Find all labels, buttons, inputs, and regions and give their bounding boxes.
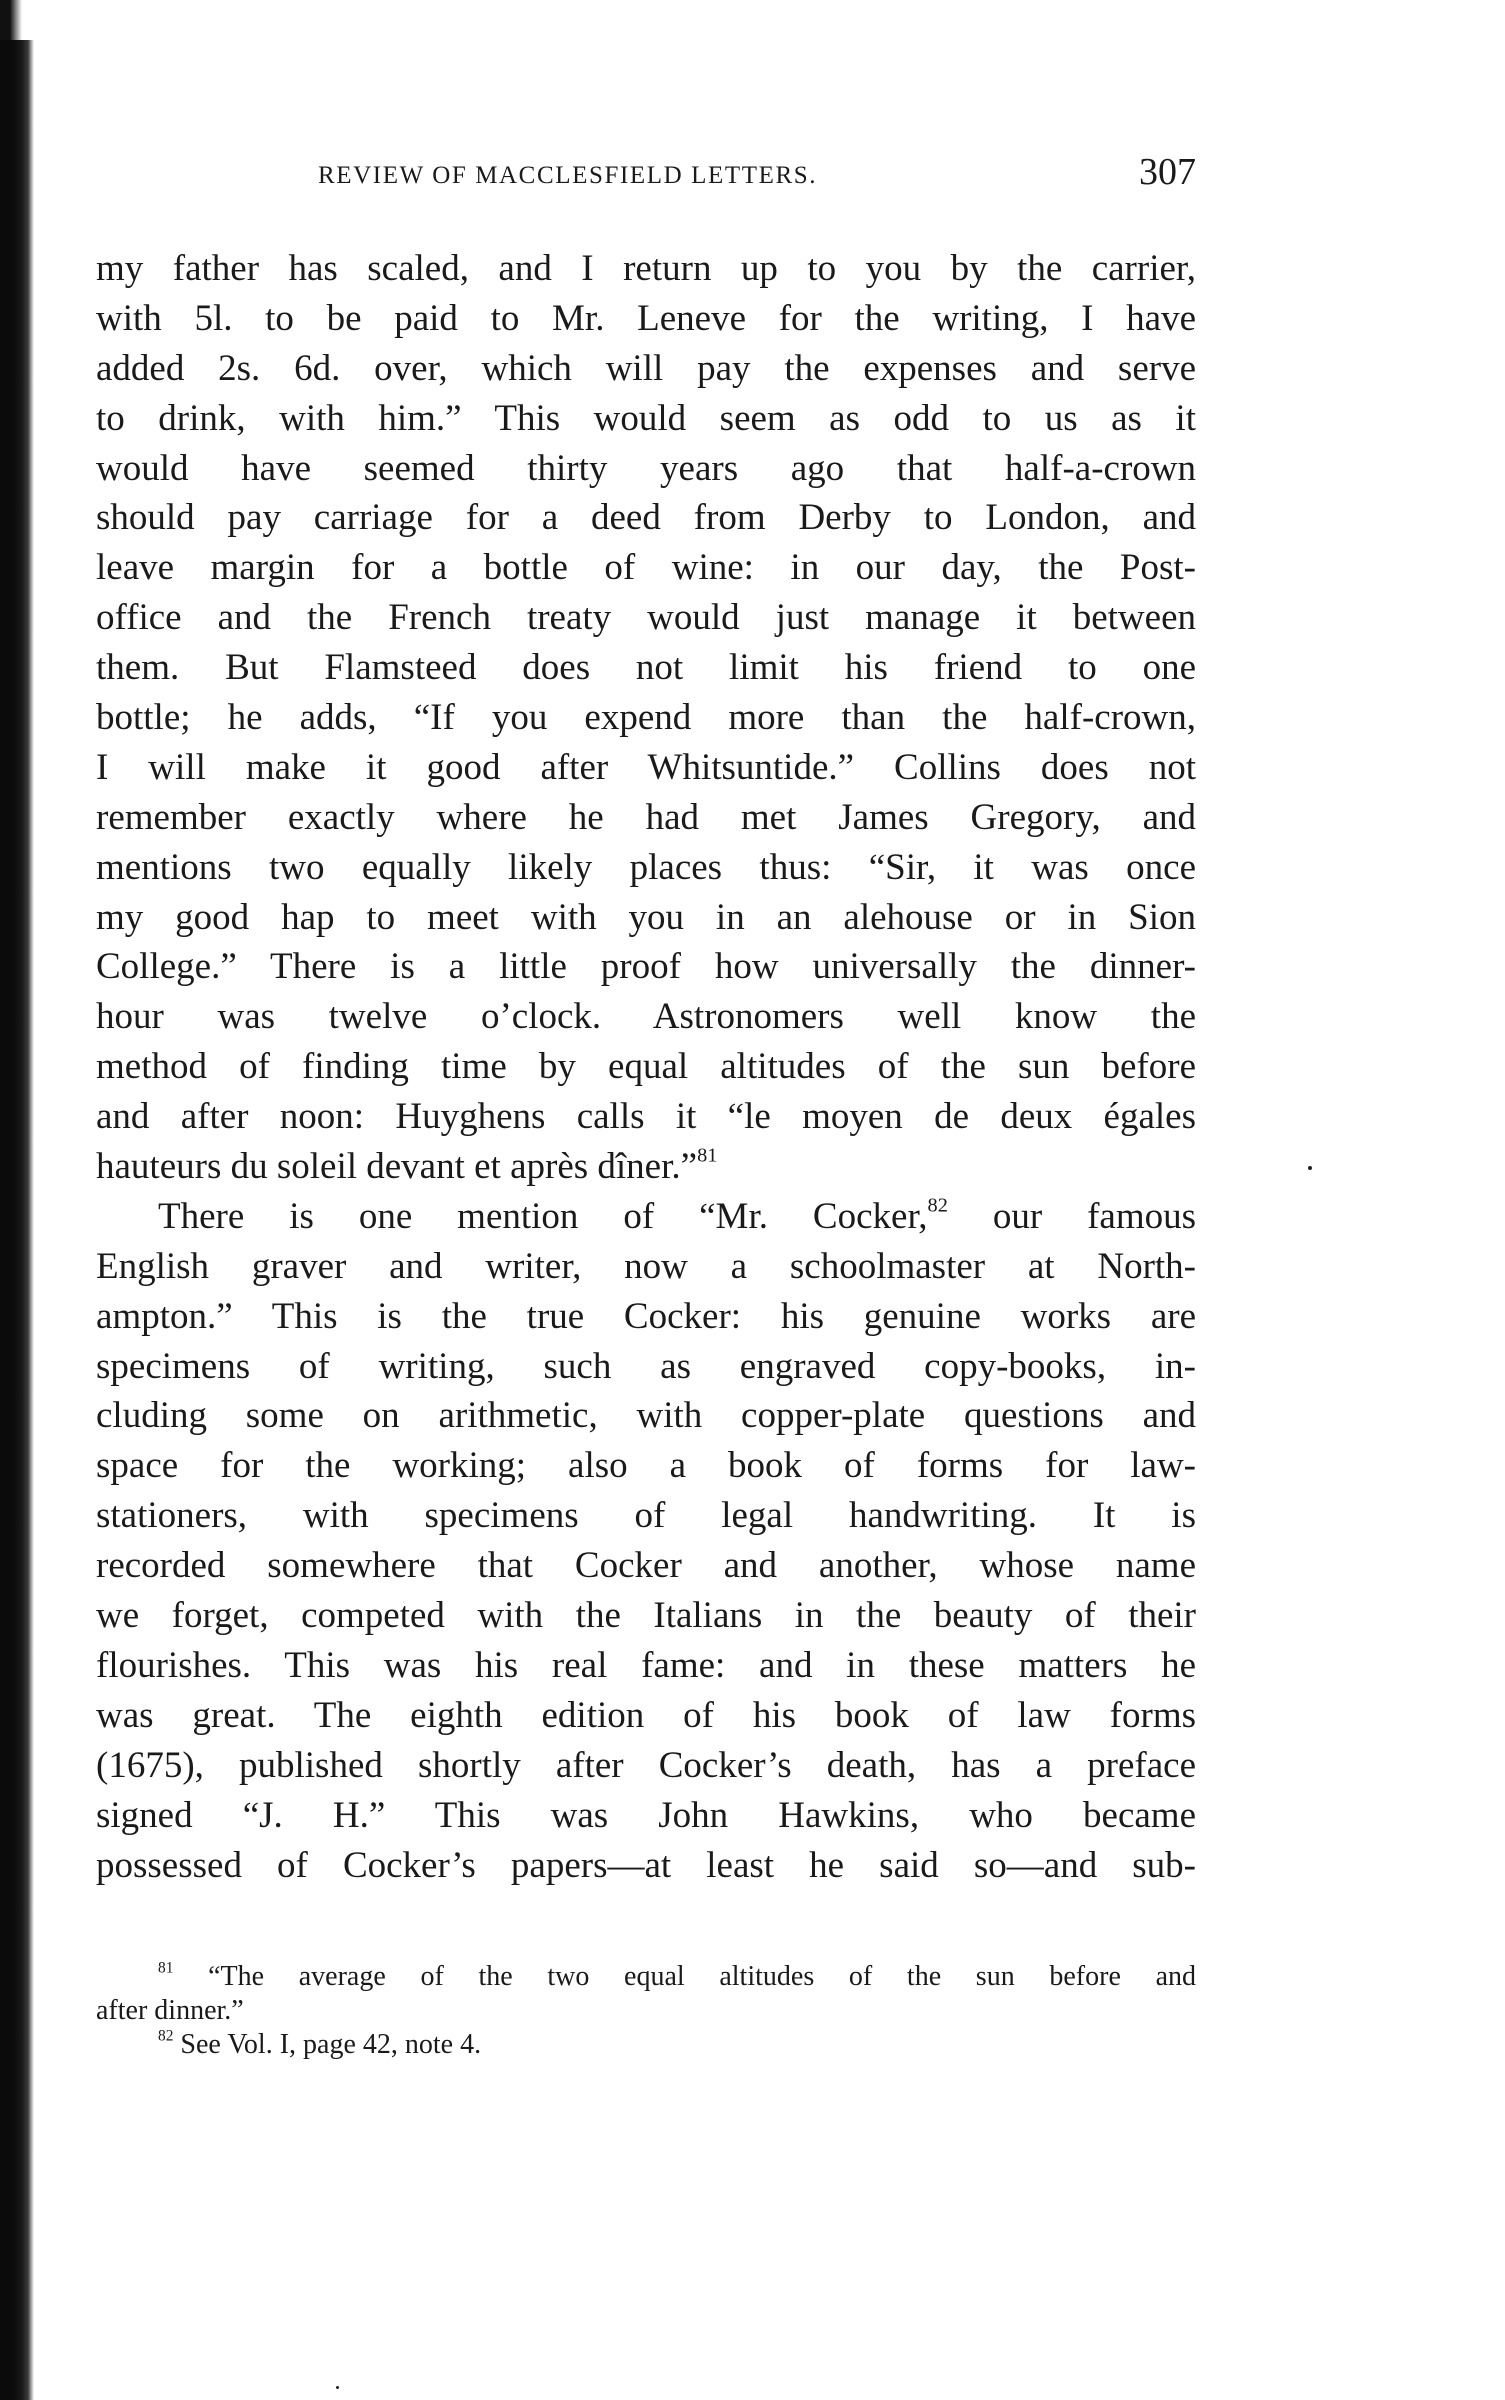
text-line: them. But Flamsteed does not limit his friend to one bbox=[96, 647, 1196, 689]
text-line: method of finding time by equal altitudes of the sun before bbox=[96, 1046, 1196, 1088]
footnote-81-continued: after dinner.” bbox=[96, 1995, 244, 2026]
footnote-text: “The average of the two equal altitudes of the sun before and bbox=[208, 1961, 1197, 1992]
text-line: should pay carriage for a deed from Derby to London, and bbox=[96, 497, 1196, 539]
text-line: remember exactly where he had met James Gregory, and bbox=[96, 796, 1196, 838]
text-line: mentions two equally likely places thus: “Sir, it was once bbox=[96, 846, 1196, 888]
text-line: cluding some on arithmetic, with copper-plate questions and bbox=[96, 1395, 1196, 1437]
footnote-81 bbox=[96, 1960, 1196, 1994]
text-line: specimens of writing, such as engraved copy-books, in- bbox=[96, 1345, 1196, 1387]
print-speck bbox=[1308, 1166, 1312, 1170]
running-head: REVIEW OF MACCLESFIELD LETTERS. bbox=[318, 162, 818, 189]
body-text bbox=[96, 244, 1196, 1890]
text-line: signed “J. H.” This was John Hawkins, who became bbox=[96, 1794, 1196, 1836]
binding-shadow bbox=[0, 40, 34, 2400]
text-line: my father has scaled, and I return up to you by the carrier, bbox=[96, 248, 1196, 289]
footnotes bbox=[96, 1960, 1196, 2062]
footnote-ref-82: 82 bbox=[927, 1194, 948, 1217]
text-line bbox=[96, 1142, 1196, 1192]
footnote-82 bbox=[96, 2028, 1196, 2062]
text-line: ampton.” This is the true Cocker: his genuine works are bbox=[96, 1295, 1196, 1337]
text-line: leave margin for a bottle of wine: in our day, the Post- bbox=[96, 547, 1196, 589]
text-line: bottle; he adds, “If you expend more than the half-crown, bbox=[96, 697, 1196, 739]
footnote-marker-82: 82 bbox=[158, 2027, 174, 2045]
text-line: my good hap to meet with you in an alehouse or in Sion bbox=[96, 896, 1196, 938]
text-line: office and the French treaty would just manage it between bbox=[96, 597, 1196, 639]
page-number: 307 bbox=[1139, 151, 1196, 193]
text-line: we forget, competed with the Italians in the beauty of their bbox=[96, 1595, 1196, 1637]
text-line: English graver and writer, now a schoolmaster at North- bbox=[96, 1245, 1196, 1287]
text-line: was great. The eighth edition of his book of law forms bbox=[96, 1694, 1196, 1736]
text-line-content: our famous bbox=[992, 1195, 1196, 1237]
text-line: would have seemed thirty years ago that half-a-crown bbox=[96, 447, 1196, 489]
page-header bbox=[96, 150, 1196, 210]
text-line: with 5l. to be paid to Mr. Leneve for the writing, I have bbox=[96, 297, 1196, 339]
footnote-marker-81: 81 bbox=[158, 1959, 174, 1977]
text-line: I will make it good after Whitsuntide.” Collins does not bbox=[96, 746, 1196, 788]
text-line: flourishes. This was his real fame: and in these matters he bbox=[96, 1644, 1196, 1686]
text-line bbox=[96, 1192, 1196, 1242]
text-line: and after noon: Huyghens calls it “le moyen de deux égales bbox=[96, 1096, 1196, 1138]
text-line: added 2s. 6d. over, which will pay the expenses and serve bbox=[96, 347, 1196, 389]
text-line-content: There is one mention of “Mr. Cocker, bbox=[158, 1195, 928, 1237]
text-line: recorded somewhere that Cocker and another, whose name bbox=[96, 1545, 1196, 1587]
footnote-text: See Vol. I, page 42, note 4. bbox=[180, 2029, 482, 2060]
footnote-ref-81: 81 bbox=[697, 1144, 718, 1167]
text-line: to drink, with him.” This would seem as odd to us as it bbox=[96, 397, 1196, 439]
text-line: possessed of Cocker’s papers—at least he said so—and sub- bbox=[96, 1844, 1196, 1886]
text-line: stationers, with specimens of legal handwriting. It is bbox=[96, 1495, 1196, 1537]
print-speck bbox=[336, 2386, 339, 2389]
text-line: hour was twelve o’clock. Astronomers well know the bbox=[96, 996, 1196, 1038]
text-line-content: hauteurs du soleil devant et après dîner.” bbox=[96, 1146, 698, 1188]
text-line: (1675), published shortly after Cocker’s death, has a preface bbox=[96, 1744, 1196, 1786]
text-line: College.” There is a little proof how universally the dinner- bbox=[96, 946, 1196, 988]
text-line: space for the working; also a book of forms for law- bbox=[96, 1445, 1196, 1487]
